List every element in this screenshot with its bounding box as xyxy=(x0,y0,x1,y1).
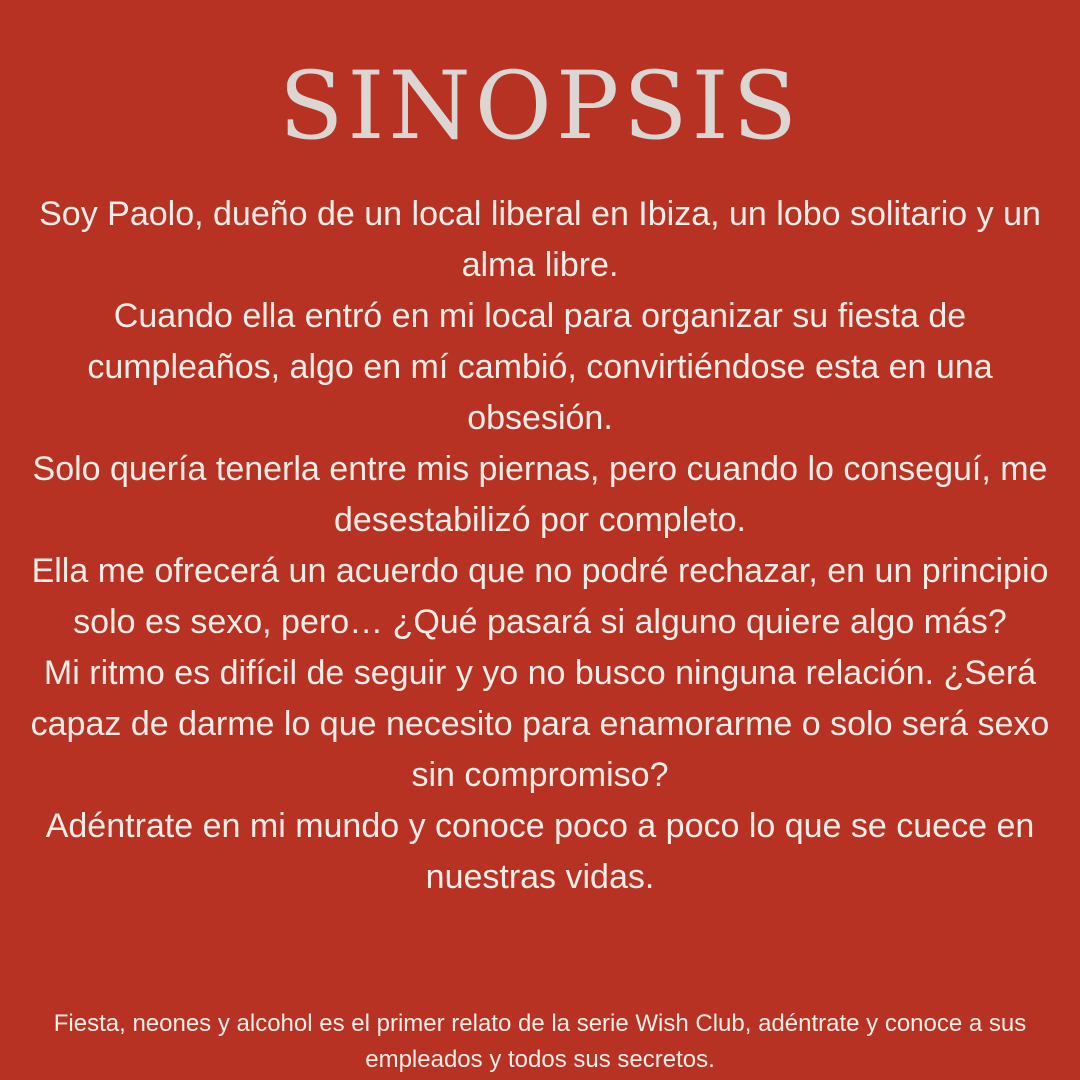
series-note: Fiesta, neones y alcohol es el primer relato de la serie Wish Club, adéntrate y conoce a sus empleados y todos sus secretos. xyxy=(53,1010,1027,1073)
synopsis-paragraph: Adéntrate en mi mundo y conoce poco a poco lo que se cuece en nuestras vidas. xyxy=(45,807,1035,896)
synopsis-paragraph: Soy Paolo, dueño de un local liberal en Ibiza, un lobo solitario y un alma libre. xyxy=(39,195,1041,284)
synopsis-body xyxy=(30,189,1050,903)
page-title: SINOPSIS xyxy=(278,52,801,161)
synopsis-paragraph: Cuando ella entró en mi local para organizar su fiesta de cumpleaños, algo en mí cambió, convirtiéndose esta en una obsesión. xyxy=(87,297,993,437)
synopsis-paragraph: Solo quería tenerla entre mis piernas, pero cuando lo conseguí, me desestabilizó por completo. xyxy=(32,450,1048,539)
synopsis-paragraph: Mi ritmo es difícil de seguir y yo no busco ninguna relación. ¿Será capaz de darme lo que necesito para enamorarme o solo será sexo sin compromiso? xyxy=(30,654,1050,794)
synopsis-paragraph: Ella me ofrecerá un acuerdo que no podré rechazar, en un principio solo es sexo, pero… ¿Qué pasará si alguno quiere algo más? xyxy=(31,552,1049,641)
